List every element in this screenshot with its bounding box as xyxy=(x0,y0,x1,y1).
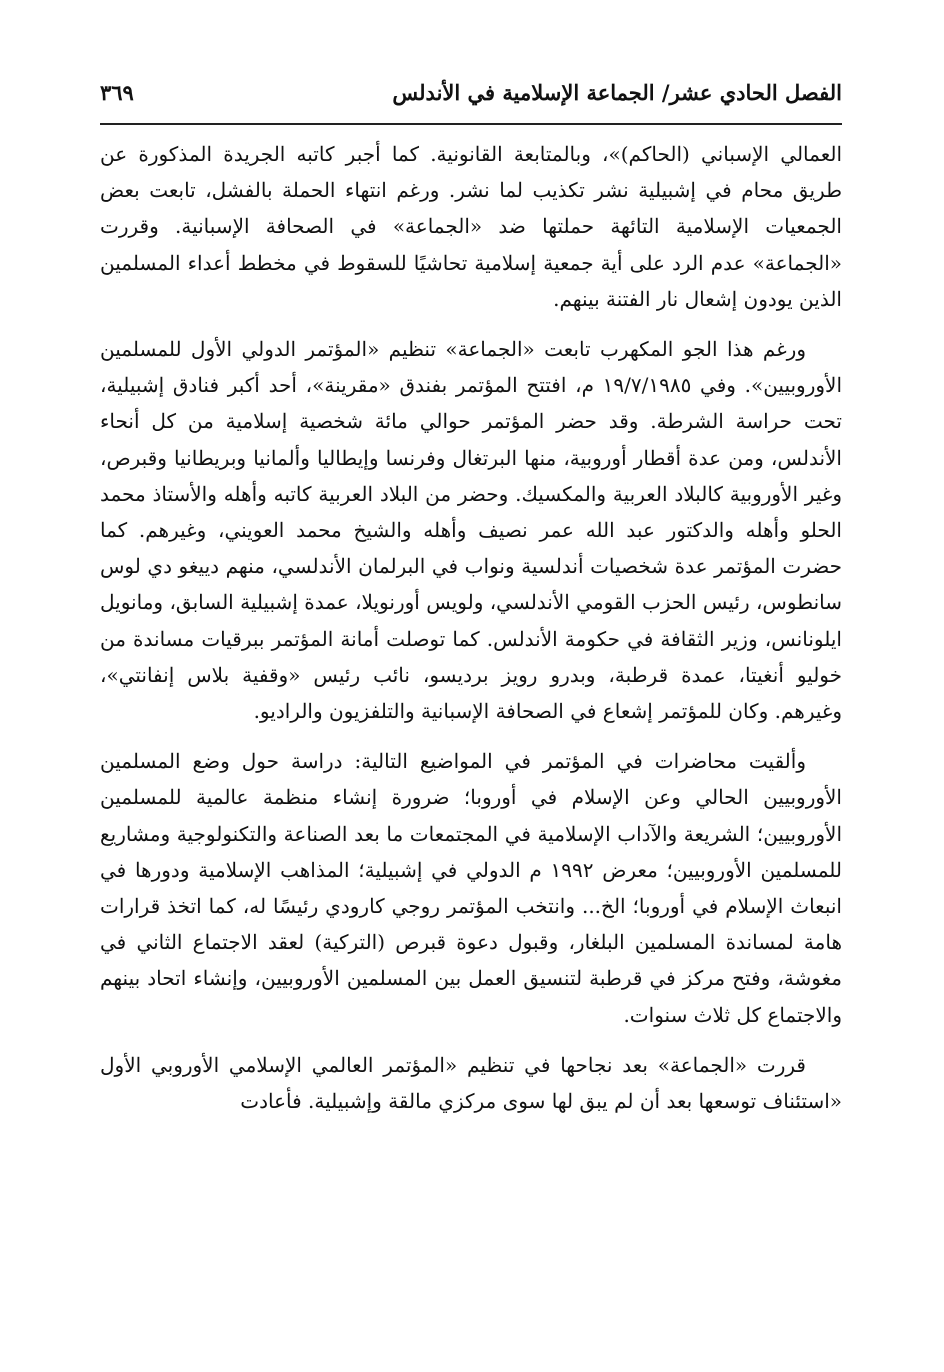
paragraph-expansion: قررت «الجماعة» بعد نجاحها في تنظيم «المؤتمر العالمي الإسلامي الأوروبي الأول «استئناف توسعها بعد أن لم يبق لها سوى مركزي مالقة وإشبيلية. فأعادت xyxy=(100,1052,842,1114)
header-rule xyxy=(100,123,842,125)
paragraph-lectures: وألقيت محاضرات في المؤتمر في المواضيع التالية: دراسة حول وضع المسلمين الأوروبيين الحالي وعن الإسلام في أوروبا؛ ضرورة إنشاء منظمة عالمية للمسلمين الأوروبيين؛ الشريعة والآداب الإسلامية في المجتمعات ما بعد الصناعة والتكنولوجية ومشاريع للمسلمين الأوروبيين؛ معرض ١٩٩٢ م الدولي في إشبيلية؛ المذاهب الإسلامية ودورها في انبعاث الإسلام في أوروبا؛ الخ... وانتخب المؤتمر روجي كارودي رئيسًا له، كما اتخذ قرارات هامة لمساندة المسلمين البلغار، وقبول دعوة قبرص (التركية) لعقد الاجتماع الثاني في مغوشة، وفتح مركز في قرطبة لتنسيق العمل بين المسلمين الأوروبيين، وإنشاء اتحاد بينهم والاجتماع كل ثلاث سنوات. xyxy=(100,749,843,1027)
paragraph-continued: العمالي الإسباني (الحاكم)»، وبالمتابعة القانونية. كما أجبر كاتبه الجريدة المذكورة عن طريق محام في إشبيلية نشر تكذيب لما نشر. ورغم انتهاء الحملة بالفشل، تابعت بعض الجمعيات الإسلامية التائهة حملتها ضد «الجماعة» في الصحافة الإسبانية. وقررت «الجماعة» عدم الرد على أية جمعية إسلامية تحاشيًا للسقوط في مخطط أعداء المسلمين الذين يودون إشعال نار الفتنة بينهم. xyxy=(100,142,843,311)
running-header xyxy=(100,80,842,120)
body-text xyxy=(100,136,842,1119)
chapter-title: الفصل الحادي عشر/ الجماعة الإسلامية في الأندلس xyxy=(392,80,842,105)
page-number: ٣٦٩ xyxy=(100,80,134,105)
paragraph-conference: ورغم هذا الجو المكهرب تابعت «الجماعة» تنظيم «المؤتمر الدولي الأول للمسلمين الأوروبيين». وفي ١٩/٧/١٩٨٥ م، افتتح المؤتمر بفندق «مقرينة»، أحد أكبر فنادق إشبيلية، تحت حراسة الشرطة. وقد حضر المؤتمر حوالي مائة شخصية إسلامية من كل أنحاء الأندلس، ومن عدة أقطار أوروبية، منها البرتغال وفرنسا وإيطاليا وألمانيا وبريطانيا وقبرص، وغير الأوروبية كالبلاد العربية والمكسيك. وحضر من البلاد العربية كاتبه وأهله والأستاذ محمد الحلو وأهله والدكتور عبد الله عمر نصيف وأهله والشيخ محمد العويني، وغيرهم. كما حضرت المؤتمر عدة شخصيات أندلسية ونواب في البرلمان الأندلسي، منهم دييغو دي لوس سانطوس، رئيس الحزب القومي الأندلسي، ولويس أورنويلا، عمدة إشبيلية السابق، ومانويل ايلونانس، وزير الثقافة في حكومة الأندلس. كما توصلت أمانة المؤتمر ببرقيات مساندة من خوليو أنغيتا، عمدة قرطبة، وبدرو رويز برديسو، نائب رئيس «وقفية بلاس إنفانتي»، وغيرهم. وكان للمؤتمر إشعاع في الصحافة الإسبانية والتلفزيون والراديو. xyxy=(100,337,842,724)
